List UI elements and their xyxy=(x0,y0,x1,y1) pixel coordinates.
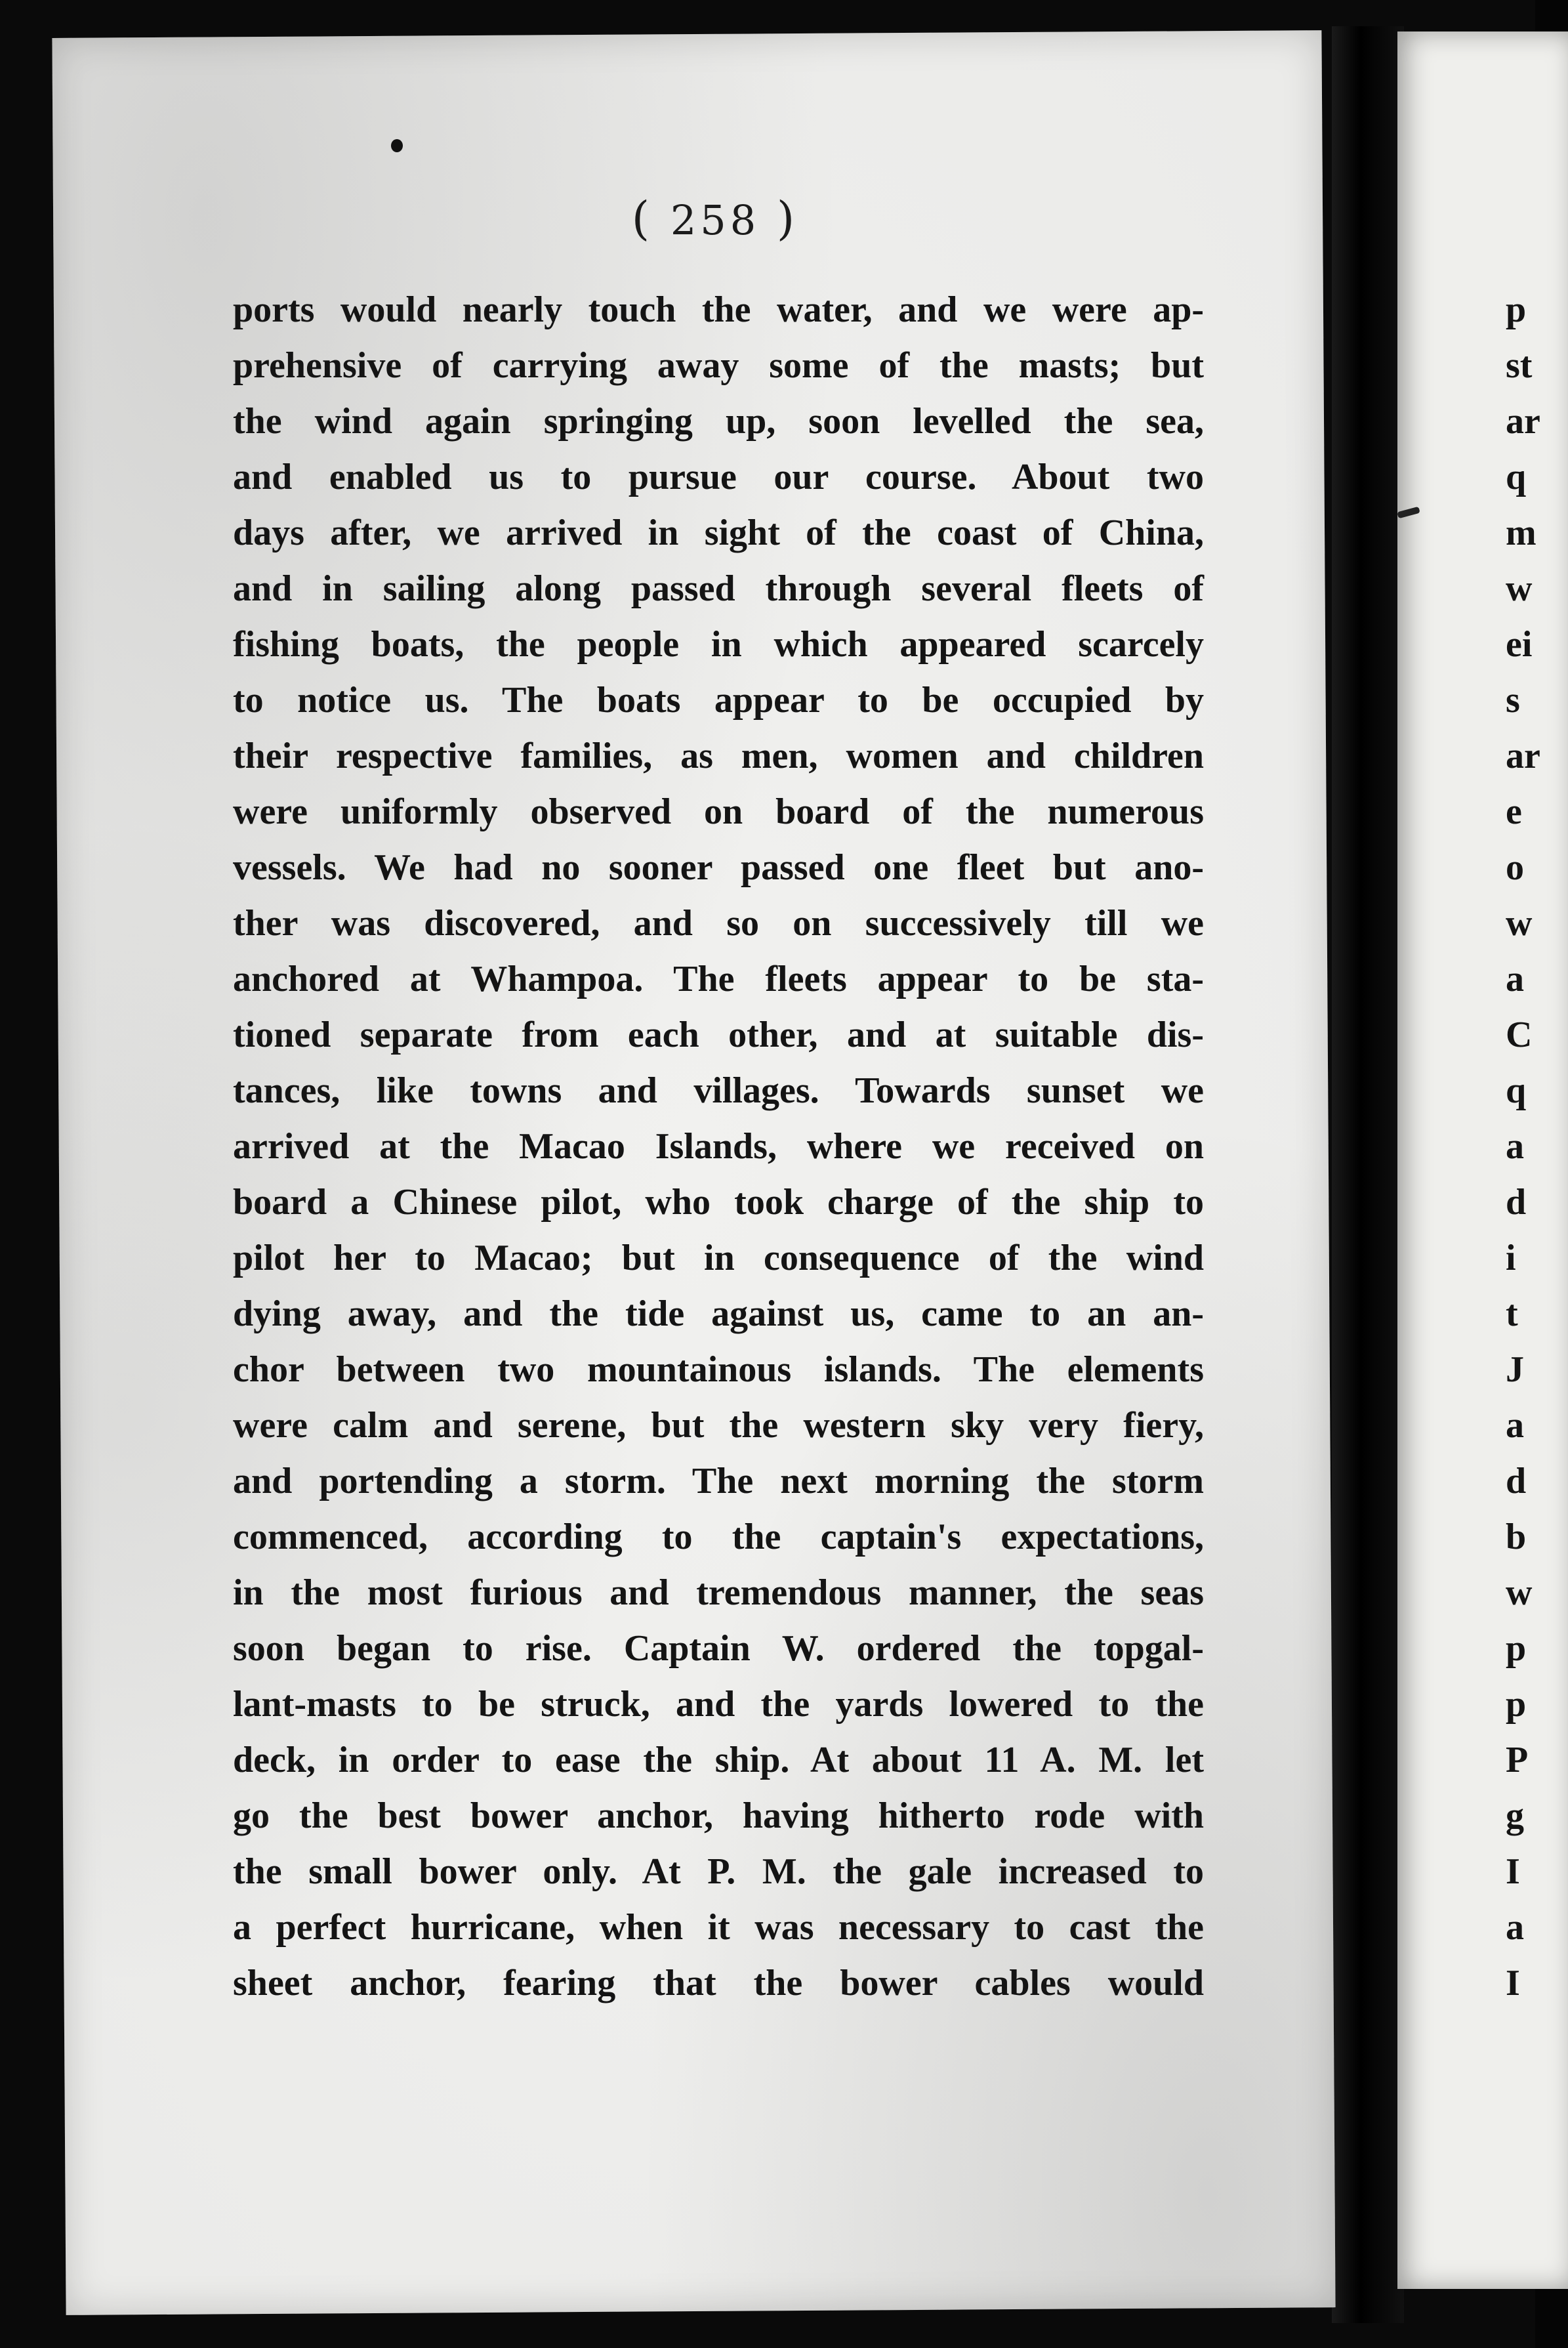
facing-page-fragment: s xyxy=(1506,680,1520,721)
facing-page-fragment: w xyxy=(1506,568,1533,609)
book-spine-shadow xyxy=(1332,26,1404,2323)
text-line: anchored at Whampoa. The fleets appear to be sta- xyxy=(233,959,1204,999)
text-line: the wind again springing up, soon levelled the sea, xyxy=(233,401,1204,442)
text-line: dying away, and the tide against us, came to an an- xyxy=(233,1293,1204,1334)
facing-page-fragment: J xyxy=(1506,1349,1524,1390)
text-line: and enabled us to pursue our course. About two xyxy=(233,457,1204,497)
page-number-close-paren: ) xyxy=(776,192,799,245)
text-line: tioned separate from each other, and at suitable dis- xyxy=(233,1015,1204,1055)
text-line: arrived at the Macao Islands, where we received on xyxy=(233,1126,1204,1167)
text-line: vessels. We had no sooner passed one fleet but ano- xyxy=(233,847,1204,888)
text-line: pilot her to Macao; but in consequence of the wind xyxy=(233,1238,1204,1278)
text-line: fishing boats, the people in which appeared scarcely xyxy=(233,624,1204,665)
text-line: were uniformly observed on board of the numerous xyxy=(233,791,1204,832)
ink-spot xyxy=(391,139,403,152)
text-line: were calm and serene, but the western sky very fiery, xyxy=(233,1405,1204,1446)
facing-page-fragment: a xyxy=(1506,959,1524,999)
page-number-open-paren: ( xyxy=(631,192,654,245)
facing-page-fragment: w xyxy=(1506,1572,1533,1613)
facing-page-fragment: a xyxy=(1506,1405,1524,1446)
facing-page-fragment: ar xyxy=(1506,401,1540,442)
facing-page-fragment: w xyxy=(1506,903,1533,944)
facing-page-text-fragments xyxy=(1506,282,1558,2011)
facing-page-fragment: q xyxy=(1506,457,1527,497)
facing-page-fragment: P xyxy=(1506,1740,1529,1780)
text-line: tances, like towns and villages. Towards sunset we xyxy=(233,1070,1204,1111)
text-line: to notice us. The boats appear to be occupied by xyxy=(233,680,1204,721)
text-line: the small bower only. At P. M. the gale increased to xyxy=(233,1851,1204,1892)
facing-page-fragment: m xyxy=(1506,513,1537,553)
page-body-text xyxy=(233,282,1204,2011)
text-line: commenced, according to the captain's expectations, xyxy=(233,1517,1204,1557)
facing-page-fragment: q xyxy=(1506,1070,1527,1111)
facing-page-fragment: e xyxy=(1506,791,1522,832)
page-number xyxy=(610,192,820,245)
text-line: ther was discovered, and so on successively till we xyxy=(233,903,1204,944)
facing-page-fragment: st xyxy=(1506,345,1533,386)
facing-page-fragment: p xyxy=(1506,1684,1527,1725)
facing-page-fragment: g xyxy=(1506,1795,1524,1836)
text-line: lant-masts to be struck, and the yards lowered to the xyxy=(233,1684,1204,1725)
page-number-value: 258 xyxy=(670,196,760,244)
facing-page-fragment: C xyxy=(1506,1015,1533,1055)
facing-page-fragment: i xyxy=(1506,1238,1516,1278)
facing-page-fragment: p xyxy=(1506,1628,1527,1669)
text-line: and in sailing along passed through several fleets of xyxy=(233,568,1204,609)
facing-page-fragment: p xyxy=(1506,289,1527,330)
text-line: days after, we arrived in sight of the coast of China, xyxy=(233,513,1204,553)
facing-page-fragment: o xyxy=(1506,847,1524,888)
text-line: in the most furious and tremendous manner, the seas xyxy=(233,1572,1204,1613)
text-line: chor between two mountainous islands. The elements xyxy=(233,1349,1204,1390)
facing-page-fragment: a xyxy=(1506,1907,1524,1948)
text-line: go the best bower anchor, having hitherto rode with xyxy=(233,1795,1204,1836)
text-line: their respective families, as men, women and children xyxy=(233,736,1204,776)
facing-page-fragment: a xyxy=(1506,1126,1524,1167)
text-line: board a Chinese pilot, who took charge of the ship to xyxy=(233,1182,1204,1223)
facing-page-fragment: b xyxy=(1506,1517,1527,1557)
facing-page-fragment: I xyxy=(1506,1851,1520,1892)
text-line: a perfect hurricane, when it was necessary to cast the xyxy=(233,1907,1204,1948)
facing-page-fragment: ar xyxy=(1506,736,1540,776)
text-line: deck, in order to ease the ship. At about 11 A. M. let xyxy=(233,1740,1204,1780)
text-line: sheet anchor, fearing that the bower cables would xyxy=(233,1963,1204,2003)
text-line: ports would nearly touch the water, and we were ap- xyxy=(233,289,1204,330)
facing-page-fragment: t xyxy=(1506,1293,1518,1334)
facing-page-fragment: d xyxy=(1506,1461,1527,1501)
text-line: prehensive of carrying away some of the masts; but xyxy=(233,345,1204,386)
text-line: soon began to rise. Captain W. ordered the topgal- xyxy=(233,1628,1204,1669)
facing-page-fragment: ei xyxy=(1506,624,1533,665)
facing-page-fragment: d xyxy=(1506,1182,1527,1223)
facing-page-fragment: I xyxy=(1506,1963,1520,2003)
text-line: and portending a storm. The next morning the storm xyxy=(233,1461,1204,1501)
